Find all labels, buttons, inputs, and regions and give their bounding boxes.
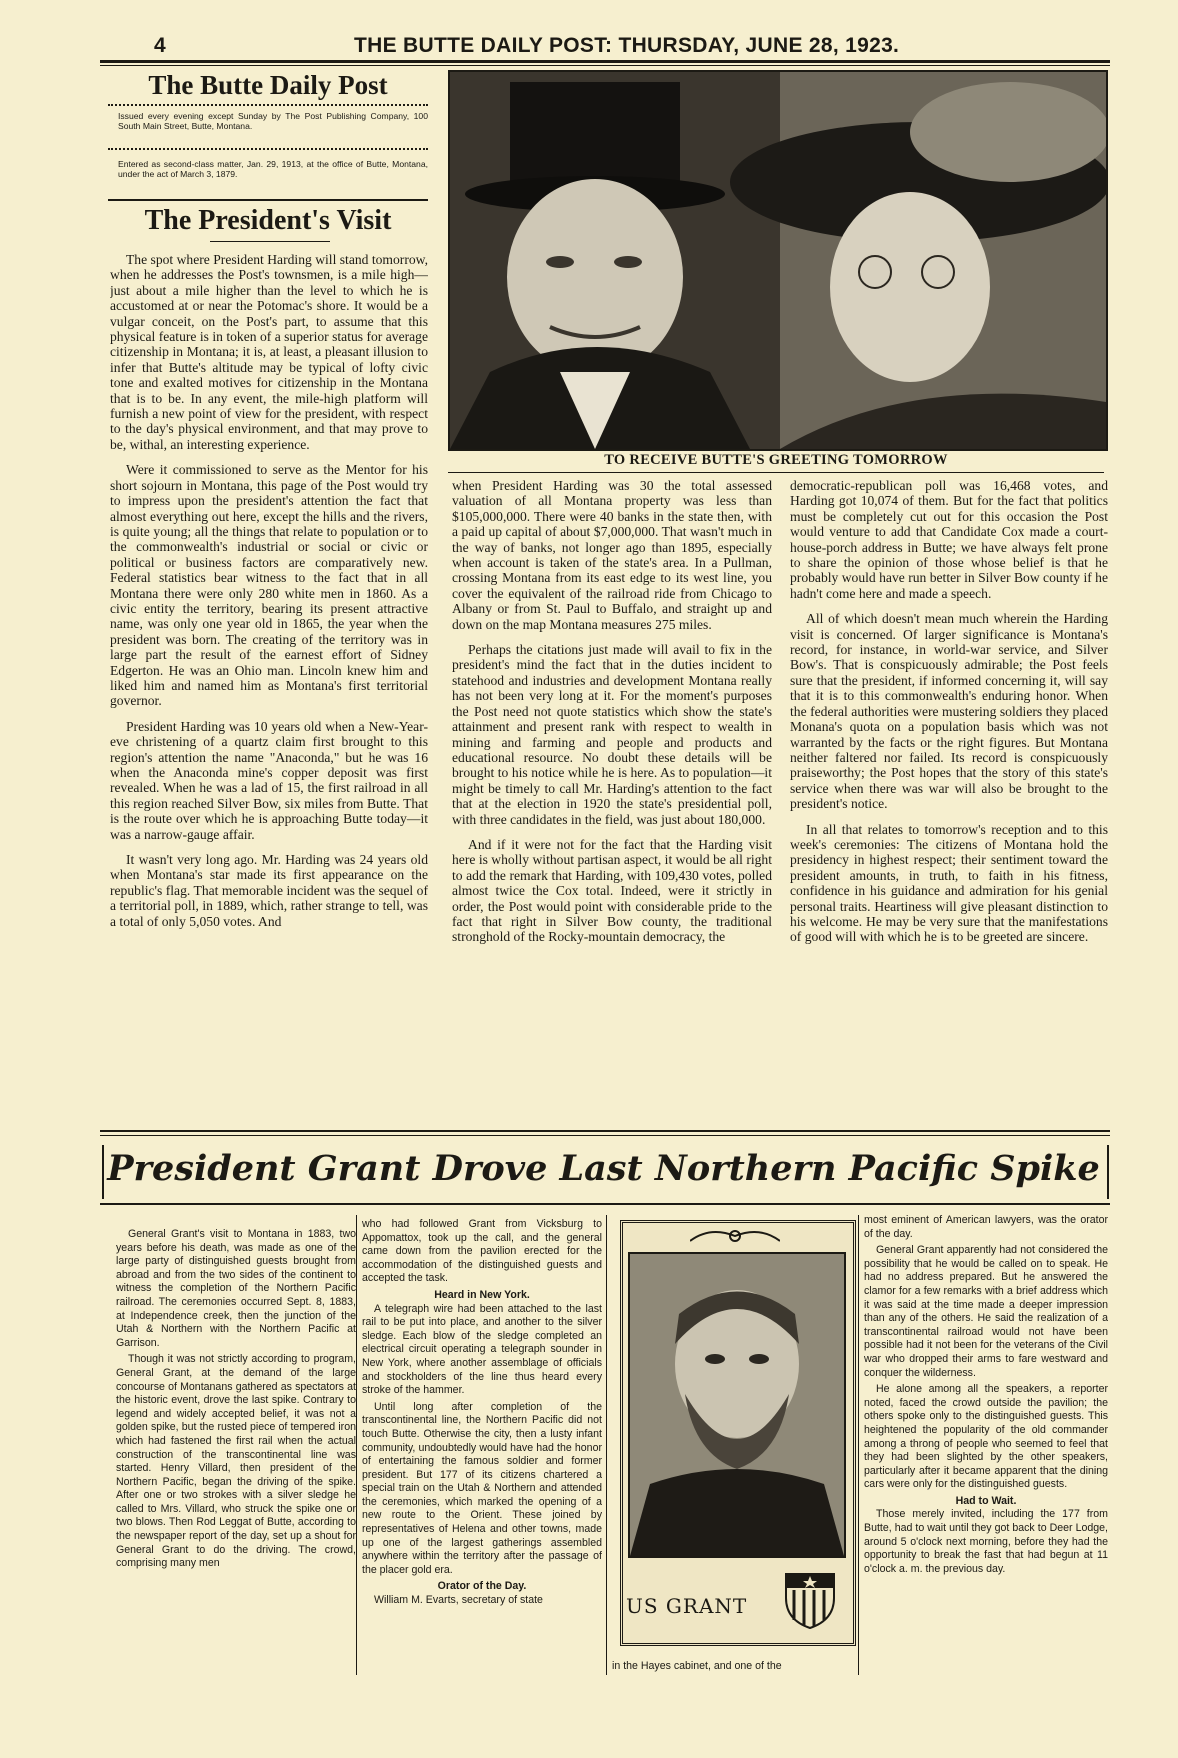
- editorial-paragraph: President Harding was 10 years old when a New-Year-eve christening of a quartz claim first brought to this region's attention the name "Anaconda," but he was 16 when the Anaconda mine's copper deposit was first revealed. When he was a lad of 15, the first railroad in all this region reached Silver Bow, six miles from Butte. That is the route over which he is approaching Butte today—it was a narrow-gauge affair.: [110, 718, 428, 842]
- editorial-paragraph: Perhaps the citations just made will avail to fix in the president's mind the fact that in the duties incident to statehood and industries and development Montana really has not been very long at it. For the moment's purposes the Post need not quote statistics which show the state's attainment and present rank with respect to wealth in mining and farming and people and products and educational resource. No doubt these details will be brought to his notice while he is here. As to population—it might be timely to call Mr. Harding's attention to the fact that at the election in 1920 the state's presidential poll, with three candidates in the field, was just about 180,000.: [452, 642, 772, 827]
- grant-column-2: [362, 1218, 602, 1676]
- section-rule-thin: [100, 1135, 1110, 1136]
- header-rule: [100, 60, 1110, 63]
- grant-signature: US GRANT: [626, 1594, 748, 1618]
- page-number: 4: [154, 34, 166, 57]
- header-rule-thin: [100, 65, 1110, 66]
- header-dateline: THE BUTTE DAILY POST: THURSDAY, JUNE 28, 1923.: [354, 34, 900, 57]
- editorial-paragraph: In all that relates to tomorrow's reception and to this week's ceremonies: The citizens of Montana hold the presidency in highest respect; their sentiment toward the president amounts, in truth, to faith in his fitness, confidence in his guidance and admiration for his genial personal traits. Heartiness will give pleasant distinction to his welcome. He may be very sure that the manifestations of good will with which he is to be greeted are sincere.: [790, 821, 1108, 945]
- editorial-paragraph: The spot where President Harding will stand tomorrow, when he addresses the Post's townsmen, is a mile high—just about a mile higher than the level to which he is accustomed at or near the Potomac's shore. It would be a vulgar conceit, on the Post's part, to assume that this physical feature is in token of a superior status for average citizenship in Montana; it is, at least, a pleasant illusion to infer that Butte's altitude may be typical of lofty civic tone and exalted motives for citizenship in the Montana that is to be. In any event, the mile-high platform will furnish a new point of view for the president, with respect to the day's physical environment, and that may prove to be, withal, an interesting experience.: [110, 252, 428, 452]
- grant-subhead-wait: Had to Wait.: [955, 1494, 1017, 1507]
- column-divider: [356, 1215, 357, 1675]
- photo-caption: TO RECEIVE BUTTE'S GREETING TOMORROW: [604, 452, 948, 468]
- grant-paragraph: Those merely invited, including the 177 from Butte, had to wait until they got back to Deer Lodge, around 5 o'clock next morning, before they had the opportunity to break the fast that had begun at 11 o'clock a. m. the previous day.: [864, 1508, 1108, 1575]
- grant-paragraph: William M. Evarts, secretary of state: [374, 1594, 543, 1607]
- masthead-notice-publisher: Issued every evening except Sunday by The Post Publishing Company, 100 South Main Street, Butte, Montana.: [118, 111, 428, 131]
- harding-photo-illustration: [450, 72, 1106, 449]
- editorial-column-1: [110, 252, 428, 1128]
- grant-subhead-heard: Heard in New York.: [434, 1288, 530, 1301]
- grant-paragraph: General Grant apparently had not considered the possibility that he would be called on to speak. He had no address prepared. But he answered the clamor for a few remarks with a brief address which it was said at the time made a deeper impression than any of the others. He said the realization of a transcontinental railroad would not have been possible had it not been for the veterans of the Civil war who dropped their arms to fare westward and conquer the wilderness.: [864, 1244, 1108, 1379]
- grant-subhead-orator: Orator of the Day.: [437, 1580, 527, 1593]
- grant-paragraph: Though it was not strictly according to program, General Grant, at the demand of the large concourse of Montanans gathered as spectators at the historic event, drove the last spike. Contrary to legend and widely accepted belief, it was not a golden spike, but the rusted piece of tempered iron which had fastened the first rail when the actual construction of the transcontinental line was started. Henry Villard, then president of the Northern Pacific, began the driving of the spike. After one or two strokes with a silver sledge he called to Mrs. Villard, who struck the spike one or two blows. Then Rod Leggat of Butte, according to the newspaper report of the day, set up a shout for General Grant to do the driving. The crowd, comprising many men: [116, 1353, 356, 1570]
- grant-column-3: [864, 1214, 1108, 1676]
- grant-paragraph: most eminent of American lawyers, was the orator of the day.: [864, 1214, 1108, 1240]
- page-header: [100, 34, 1110, 60]
- column-divider: [858, 1215, 859, 1675]
- grant-paragraph: General Grant's visit to Montana in 1883, two years before his death, was made as one of the large party of distinguished guests brought from abroad and from the two sides of the continent to witness the completion of the Northern Pacific railroad. The ceremonies occurred Sept. 8, 1883, at Independence creek, then the junction of the Utah & Northern with the Northern Pacific at Garrison.: [116, 1228, 356, 1349]
- caption-rule: [448, 472, 1104, 473]
- grant-paragraph: He alone among all the speakers, a reporter noted, faced the crowd outside the pavilion; the others spoke only to the distinguished guests. This heightened the popularity of the old commander among a throng of people who seemed to feel that they had been slighted by the other speakers, particularly after it became apparent that the dining cars were only for the distinguished guests.: [864, 1383, 1108, 1491]
- shield-emblem: [780, 1568, 840, 1630]
- masthead-notice-mail: Entered as second-class matter, Jan. 29, 1913, at the office of Butte, Montana, under the act of March 3, 1879.: [118, 159, 428, 179]
- editorial-paragraph: It wasn't very long ago. Mr. Harding was 24 years old when Montana's star made its first appearance on the republic's flag. That memorable incident was the sequel of a territorial poll, in 1889, which, rather strange to tell, was a total of only 5,050 votes. And: [110, 852, 428, 929]
- grant-below-photo-text: in the Hayes cabinet, and one of the: [612, 1660, 782, 1672]
- shield-icon: [780, 1568, 840, 1630]
- masthead-divider: [108, 148, 428, 155]
- ornament-icon: [690, 1226, 780, 1246]
- grant-photo: [628, 1252, 846, 1558]
- editorial-paragraph: when President Harding was 30 the total assessed valuation of all Montana property was less than $105,000,000. There were 40 banks in the state then, with a paid up capital of about $7,000,000. That wasn't much in the way of banks, not longer ago than 1895, especially when account is taken of the state's area. In a Pullman, crossing Montana from its east edge to its west line, you cover the equivalent of the railroad ride from Chicago to Albany or from St. Paul to Buffalo, and straight up and down on the map Montana measures 275 miles.: [452, 478, 772, 632]
- grant-portrait-illustration: [630, 1254, 844, 1556]
- editorial-column-2: [452, 478, 772, 1128]
- frame-ornament-top: [690, 1226, 780, 1246]
- grant-headline-rule: [100, 1203, 1110, 1205]
- masthead-divider: [108, 104, 428, 111]
- section-rule: [100, 1130, 1110, 1132]
- grant-paragraph: Until long after completion of the transcontinental line, the Northern Pacific did not touch Butte. Otherwise the city, then a lusty infant community, undoubtedly would have had the honor of entertaining the famous soldier and former president. But 177 of its citizens chartered a special train on the Utah & Northern and attended the ceremonies, which marked the opening of a new route to the Orient. These joined by representatives of Helena and other towns, made up one of the largest gatherings assembled anywhere within the territory after the passage of the placer gold era.: [362, 1400, 602, 1576]
- masthead-title: The Butte Daily Post: [148, 70, 388, 100]
- grant-paragraph: who had followed Grant from Vicksburg to Appomattox, took up the call, and the general came down from the pavilion erected for the accommodation of the distinguished guests and accepted the task.: [362, 1218, 602, 1285]
- editorial-paragraph: Were it commissioned to serve as the Mentor for his short sojourn in Montana, this page of the Post would try to impress upon the president's attention the fact that almost everything out here, except the hills and the rivers, is quite young; all the things that relate to population or to the commonwealth's industrial or social or civic or political or business factors are comparatively new. Federal statistics bear witness to the fact that in all Montana there were only 280 white men in 1860. As a civic entity the territory, bearing its present attractive name, was only one year old in 1865, the year when the president was born. The creating of the territory was in large part the result of the earnest effort of Sidney Edgerton. He was an Ohio man. Lincoln knew him and liked him and named him as Montana's first territorial governor.: [110, 462, 428, 709]
- editorial-paragraph: And if it were not for the fact that the Harding visit here is wholly without partisan aspect, it would be all right to add the remark that Harding, with 109,430 votes, polled almost twice the Cox total. Indeed, were it strictly in order, the Post would point with considerable pride to the fact that right in Silver Bow county, the traditional stronghold of the Rocky-mountain democracy, the: [452, 836, 772, 945]
- editorial-column-3: [790, 478, 1108, 1128]
- grant-column-1: [116, 1228, 356, 1673]
- grant-paragraph: A telegraph wire had been attached to the last rail to be put into place, and another to the silver sledge. Each blow of the sledge completed an electrical circuit operating a telegraph sounder in New York, where another assemblage of officials and stockholders of the line thus heard every stroke of the hammer.: [362, 1302, 602, 1397]
- editorial-headline-rule: [210, 241, 330, 242]
- column-divider: [606, 1215, 607, 1675]
- masthead-rule: [108, 199, 428, 201]
- editorial-paragraph: All of which doesn't mean much wherein the Harding visit is concerned. Of larger significance is Montana's record, for instance, in world-war service, and Silver Bow's. That is conspicuously admirable; the Post feels sure that the president, if informed concerning it, will say that it is to this commonwealth's enduring honor. When the federal authorities were mustering soldiers they placed Monana's quota on a population basis which was not warranted by the facts or the right figures. But Montana neither faltered nor failed. Its record is conspicuously praiseworthy; the Post hopes that the story of this state's service when there was war will also be brought to the president's notice.: [790, 611, 1108, 812]
- harding-photo: [448, 70, 1108, 451]
- editorial-headline: The President's Visit: [144, 205, 392, 236]
- grant-headline: President Grant Drove Last Northern Pacific Spike: [107, 1148, 1100, 1189]
- editorial-paragraph: democratic-republican poll was 16,468 votes, and Harding got 10,074 of them. But for the fact that politics must be completely cut out for this occasion the Post would venture to add that Candidate Cox made a court-house-porch address in Butte; we have always felt prone to share the opinion of those whose belief is that he probably would have run better in Silver Bow county if he hadn't come here and made a speech.: [790, 478, 1108, 601]
